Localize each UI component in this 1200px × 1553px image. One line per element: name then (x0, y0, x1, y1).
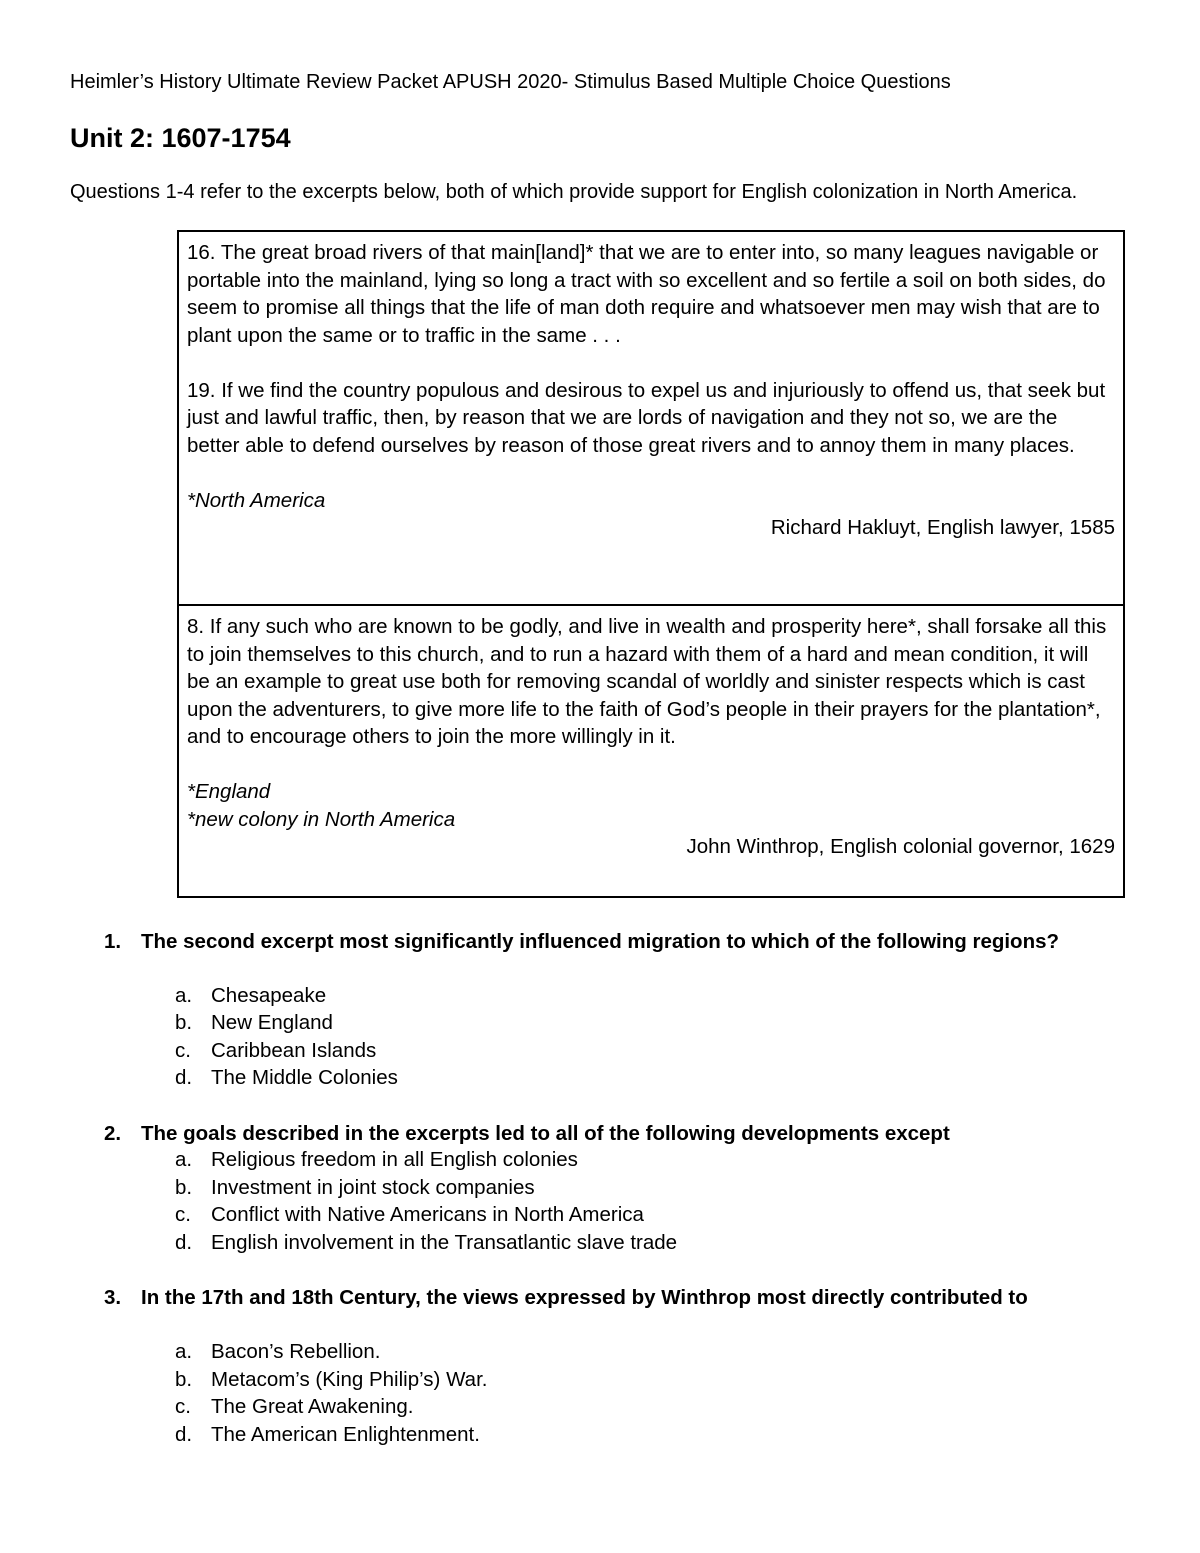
option-label: b. (175, 1011, 193, 1034)
excerpt-footnote: *North America (187, 488, 326, 512)
question-number: 2. (104, 1122, 122, 1145)
excerpt-paragraph: 8. If any such who are known to be godly, and live in wealth and prosperity here*, shall forsake all this to join themselves to this church, and to run a hazard with them of a hard and mean condition, it will be an example to great use both for removing scandal of worldly and sinister respects which is cast upon the adventurers, to give more life to the faith of God’s people in their prayers for the plantation*, and to encourage others to join the more willingly in it. (187, 615, 1107, 748)
unit-title: Unit 2: 1607-1754 (70, 123, 291, 153)
option-label: c. (175, 1039, 191, 1062)
option-text: Caribbean Islands (211, 1039, 377, 1062)
questions-intro: Questions 1-4 refer to the excerpts below, both of which provide support for English colonization in North America. (70, 181, 1078, 203)
excerpt-footnote: *new colony in North America (187, 807, 456, 831)
excerpt-paragraph: 16. The great broad rivers of that main[land]* that we are to enter into, so many leagues navigable or portable into the mainland, lying so long a tract with so excellent and so fertile a soil on both sides, do seem to promise all things that the life of man doth require and whatsoever men may wish that are to plant upon the same or to traffic in the same . . . (187, 241, 1106, 347)
excerpt-hakluyt (177, 230, 1125, 606)
option-label: d. (175, 1066, 193, 1089)
option-label: b. (175, 1368, 193, 1391)
option-text: Chesapeake (211, 984, 327, 1007)
option-text: New England (211, 1011, 333, 1034)
option-label: c. (175, 1203, 191, 1226)
excerpt-attribution: Richard Hakluyt, English lawyer, 1585 (770, 516, 1115, 539)
question-number: 1. (104, 930, 122, 953)
option-label: b. (175, 1176, 193, 1199)
option-label: d. (175, 1231, 193, 1254)
excerpt-winthrop (177, 604, 1125, 898)
option-text: Religious freedom in all English colonies (211, 1148, 578, 1171)
option-label: c. (175, 1395, 191, 1418)
option-text: Investment in joint stock companies (211, 1176, 535, 1199)
packet-header: Heimler’s History Ultimate Review Packet APUSH 2020- Stimulus Based Multiple Choice Questions (70, 71, 951, 93)
option-label: d. (175, 1423, 193, 1446)
option-text: Bacon’s Rebellion. (211, 1340, 381, 1363)
option-text: Conflict with Native Americans in North America (211, 1203, 644, 1226)
question-number: 3. (104, 1286, 122, 1309)
question-text: The second excerpt most significantly influenced migration to which of the following regions? (141, 930, 1060, 953)
question-text: The goals described in the excerpts led to all of the following developments except (141, 1122, 950, 1145)
option-text: The Middle Colonies (211, 1066, 398, 1089)
option-text: English involvement in the Transatlantic slave trade (211, 1231, 678, 1254)
excerpt-footnote: *England (187, 780, 271, 803)
question-text: In the 17th and 18th Century, the views expressed by Winthrop most directly contributed to (141, 1286, 1028, 1309)
excerpt-paragraph: 19. If we find the country populous and desirous to expel us and injuriously to offend us, that seek but just and lawful traffic, then, by reason that we are lords of navigation and they not so, we are the better able to defend ourselves by reason of those great rivers and to annoy them in many places. (187, 378, 1106, 457)
option-label: a. (175, 1148, 193, 1171)
option-text: The American Enlightenment. (211, 1423, 480, 1446)
option-label: a. (175, 984, 193, 1007)
excerpt-attribution: John Winthrop, English colonial governor, 1629 (686, 835, 1115, 858)
option-label: a. (175, 1340, 193, 1363)
option-text: The Great Awakening. (211, 1395, 414, 1418)
option-text: Metacom’s (King Philip’s) War. (211, 1368, 488, 1391)
